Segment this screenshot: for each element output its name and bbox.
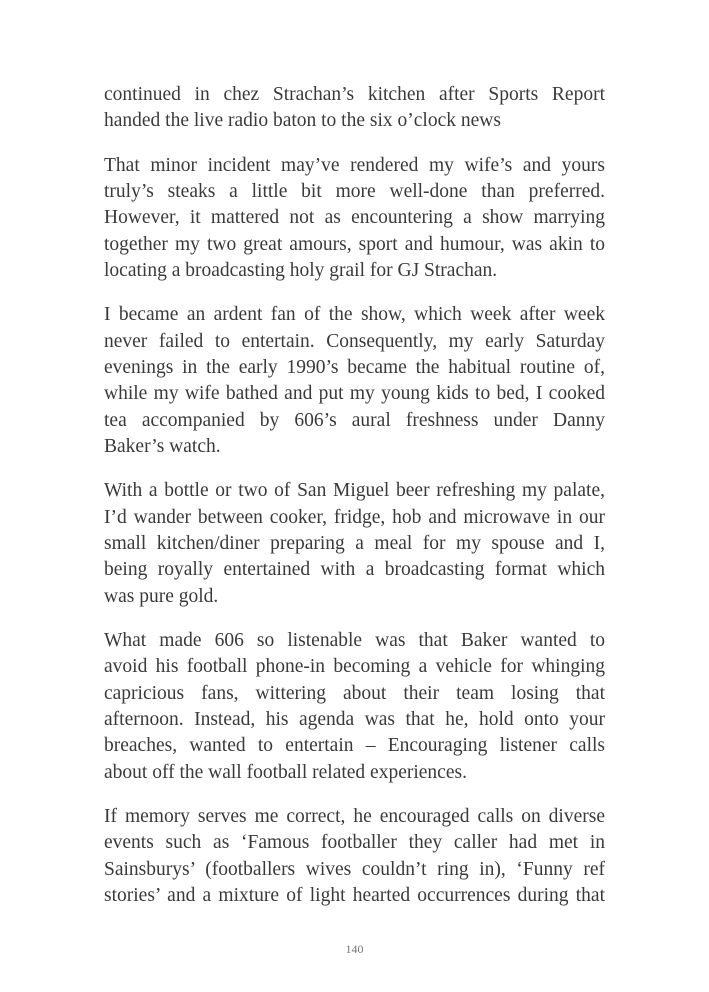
- text-line: continued in chez Strachan’s kitchen after Sports Report: [104, 84, 605, 105]
- text-line: tea accompanied by 606’s aural freshness under Danny: [104, 409, 605, 431]
- text-line: That minor incident may’ve rendered my wife’s and yours: [104, 154, 605, 176]
- text-line: breaches, wanted to entertain – Encouraging listener calls: [104, 735, 605, 757]
- paragraph: [104, 804, 605, 909]
- text-line: Sainsburys’ (footballers wives couldn’t ring in), ‘Funny ref: [104, 858, 605, 880]
- page-body: [104, 82, 605, 927]
- text-line: Baker’s watch.: [104, 435, 221, 457]
- text-line: while my wife bathed and put my young kids to bed, I cooked: [104, 383, 605, 405]
- paragraph: [104, 628, 605, 786]
- text-line: small kitchen/diner preparing a meal for my spouse and I,: [104, 533, 605, 555]
- text-line: never failed to entertain. Consequently, my early Saturday: [104, 330, 605, 352]
- paragraph: [104, 302, 605, 460]
- text-line: being royally entertained with a broadcasting format which: [104, 559, 605, 581]
- text-line: If memory serves me correct, he encouraged calls on diverse: [104, 806, 605, 828]
- text-line: What made 606 so listenable was that Baker wanted to: [104, 630, 605, 652]
- text-line: capricious fans, wittering about their team losing that: [104, 682, 605, 704]
- text-line: together my two great amours, sport and humour, was akin to: [104, 233, 605, 255]
- text-line: I’d wander between cooker, fridge, hob and microwave in our: [104, 506, 605, 528]
- text-line: evenings in the early 1990’s became the habitual routine of,: [104, 357, 605, 379]
- paragraph: [104, 478, 605, 609]
- text-line: stories’ and a mixture of light hearted occurrences during that: [104, 884, 605, 906]
- page-number: 140: [345, 942, 364, 956]
- text-line: handed the live radio baton to the six o’clock news: [104, 110, 501, 132]
- paragraph: [104, 82, 605, 135]
- text-line: locating a broadcasting holy grail for GJ Strachan.: [104, 259, 498, 281]
- text-line: afternoon. Instead, his agenda was that he, hold onto your: [104, 708, 605, 730]
- paragraph: [104, 153, 605, 284]
- text-line: I became an ardent fan of the show, which week after week: [104, 304, 605, 326]
- text-line: However, it mattered not as encountering a show marrying: [104, 207, 605, 229]
- text-line: events such as ‘Famous footballer they caller had met in: [104, 832, 605, 854]
- text-line: about off the wall football related experiences.: [104, 761, 467, 783]
- text-line: was pure gold.: [104, 585, 219, 607]
- text-line: With a bottle or two of San Miguel beer refreshing my palate,: [104, 480, 605, 502]
- text-line: truly’s steaks a little bit more well-done than preferred.: [104, 181, 605, 203]
- text-line: avoid his football phone-in becoming a vehicle for whinging: [104, 656, 605, 678]
